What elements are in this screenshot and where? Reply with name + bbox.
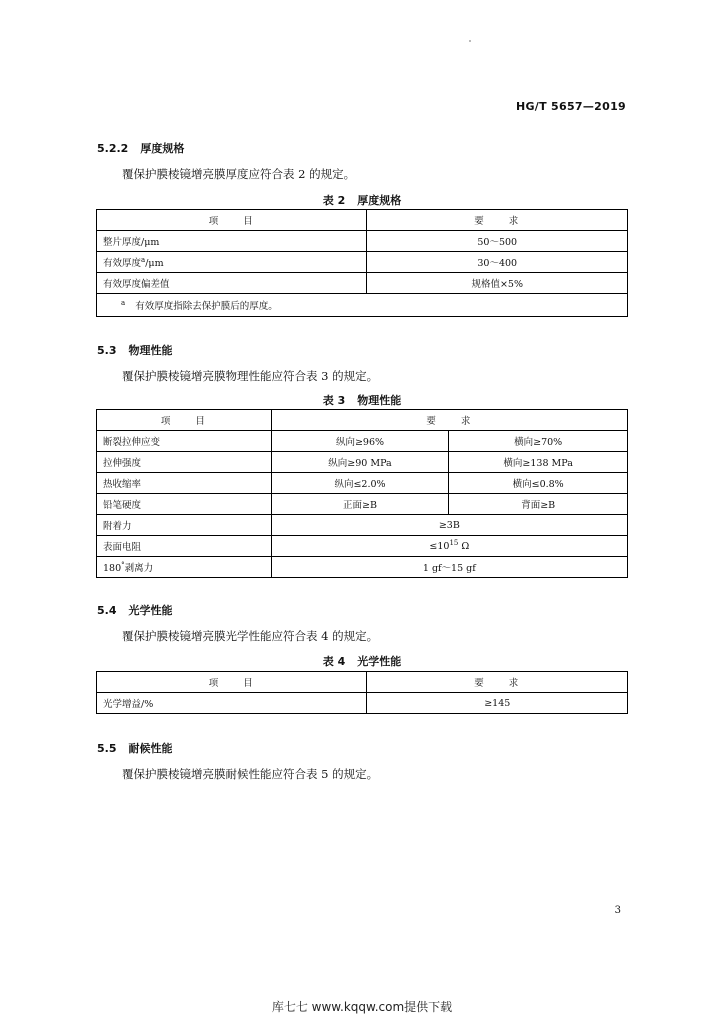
- table-row: [97, 452, 628, 473]
- cell-transverse: 横向≥138 MPa: [449, 452, 628, 473]
- table-row: [97, 557, 628, 578]
- table-row: [97, 693, 628, 714]
- degree-mark: °: [121, 560, 125, 569]
- cell-item: 整片厚度/μm: [97, 231, 367, 252]
- header-requirement: 要 求: [367, 672, 628, 693]
- cell-back: 背面≥B: [449, 494, 628, 515]
- cell-value: ≥145: [367, 693, 628, 714]
- table-row: [97, 431, 628, 452]
- cell-item: 热收缩率: [97, 473, 272, 494]
- table-footnote: [97, 294, 628, 317]
- table-row: [97, 515, 628, 536]
- table-row: [97, 231, 628, 252]
- header-item: 项 目: [97, 672, 367, 693]
- table4-caption-no: 表 4: [322, 655, 346, 668]
- table3-caption: [0, 392, 724, 408]
- cell-item-unit: /μm: [145, 258, 164, 269]
- section-title: 厚度规格: [140, 142, 185, 155]
- section-text-5-3: 覆保护膜棱镜增亮膜物理性能应符合表 3 的规定。: [122, 369, 379, 383]
- scan-speck: [469, 40, 471, 42]
- section-heading-5-3: [97, 342, 173, 358]
- section-heading-5-5: [97, 740, 173, 756]
- cell-transverse: 横向≤0.8%: [449, 473, 628, 494]
- footnote-text: 有效厚度指除去保护膜后的厚度。: [135, 301, 278, 312]
- value-unit: Ω: [458, 540, 470, 552]
- cell-item: 有效厚度偏差值: [97, 273, 367, 294]
- section-number: 5.5: [97, 742, 117, 755]
- cell-longitudinal: 纵向≤2.0%: [271, 473, 449, 494]
- header-requirement: 要 求: [367, 210, 628, 231]
- cell-item: 表面电阻: [97, 536, 272, 557]
- table3-caption-no: 表 3: [322, 394, 346, 407]
- section-text-5-5: 覆保护膜棱镜增亮膜耐候性能应符合表 5 的规定。: [122, 767, 379, 781]
- section-number: 5.4: [97, 604, 117, 617]
- cell-value: 规格值×5%: [367, 273, 628, 294]
- cell-value: 1 gf～15 gf: [271, 557, 627, 578]
- table4-caption: [0, 653, 724, 669]
- header-item: 项 目: [97, 210, 367, 231]
- section-title: 光学性能: [128, 604, 173, 617]
- table-row: [97, 536, 628, 557]
- cell-value: [271, 536, 627, 557]
- section-title: 耐候性能: [128, 742, 173, 755]
- cell-longitudinal: 纵向≥90 MPa: [271, 452, 449, 473]
- table-footnote-row: [97, 294, 628, 317]
- header-item: 项 目: [97, 410, 272, 431]
- header-requirement: 要 求: [271, 410, 627, 431]
- table-header-row: [97, 672, 628, 693]
- section-text-5-2-2: 覆保护膜棱镜增亮膜厚度应符合表 2 的规定。: [122, 167, 356, 181]
- cell-item-number: 180: [103, 563, 122, 574]
- download-footer: 库七七 www.kqqw.com提供下载: [271, 1000, 453, 1014]
- standard-code: HG/T 5657—2019: [515, 100, 626, 113]
- footnote-marker: a: [141, 255, 146, 264]
- cell-item-text: 剥离力: [124, 563, 154, 574]
- table-4: [96, 671, 628, 714]
- cell-item-text: 有效厚度: [103, 258, 142, 269]
- cell-item: 附着力: [97, 515, 272, 536]
- cell-item: 光学增益/%: [97, 693, 367, 714]
- section-heading-5-4: [97, 602, 173, 618]
- table-row: [97, 494, 628, 515]
- value-exponent: 15: [449, 538, 459, 547]
- cell-item: [97, 557, 272, 578]
- table2-caption-no: 表 2: [322, 194, 346, 207]
- table-3: [96, 409, 628, 578]
- cell-item: 拉伸强度: [97, 452, 272, 473]
- table-header-row: [97, 410, 628, 431]
- table2-caption: [0, 192, 724, 208]
- section-text-5-4: 覆保护膜棱镜增亮膜光学性能应符合表 4 的规定。: [122, 629, 379, 643]
- table-2: [96, 209, 628, 317]
- cell-item: [97, 252, 367, 273]
- table-row: [97, 252, 628, 273]
- table3-caption-title: 物理性能: [357, 394, 402, 407]
- cell-item: 铅笔硬度: [97, 494, 272, 515]
- section-number: 5.2.2: [97, 142, 129, 155]
- section-heading-5-2-2: [97, 140, 184, 156]
- cell-item: 断裂拉伸应变: [97, 431, 272, 452]
- table-header-row: [97, 210, 628, 231]
- value-base: ≤10: [429, 540, 450, 552]
- table4-caption-title: 光学性能: [357, 655, 402, 668]
- cell-transverse: 横向≥70%: [449, 431, 628, 452]
- cell-value: ≥3B: [271, 515, 627, 536]
- table2-caption-title: 厚度规格: [357, 194, 402, 207]
- table-row: [97, 273, 628, 294]
- table-row: [97, 473, 628, 494]
- section-number: 5.3: [97, 344, 117, 357]
- page-number: 3: [614, 905, 621, 916]
- cell-value: 30～400: [367, 252, 628, 273]
- section-title: 物理性能: [128, 344, 173, 357]
- cell-front: 正面≥B: [271, 494, 449, 515]
- cell-value: 50～500: [367, 231, 628, 252]
- footnote-mark: a: [121, 298, 126, 307]
- cell-longitudinal: 纵向≥96%: [271, 431, 449, 452]
